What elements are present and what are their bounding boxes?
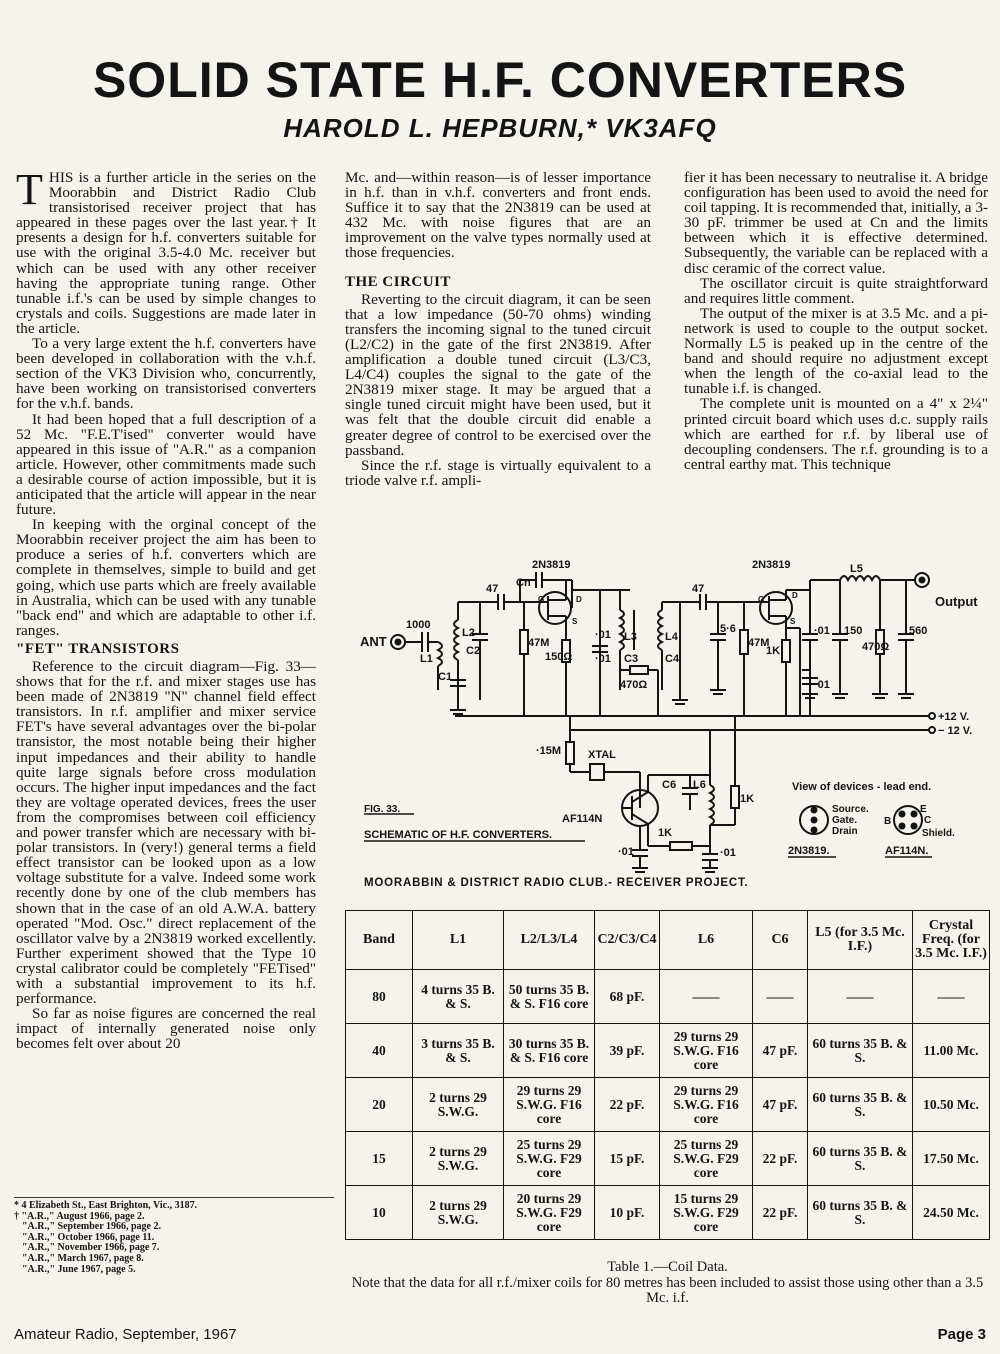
footnote: "A.R.," October 1966, page 11. [22,1231,155,1243]
page-title: SOLID STATE H.F. CONVERTERS [92,52,908,108]
paragraph: The output of the mixer is at 3.5 Mc. and a pi-network is used to couple to the output socket. Normally L5 is peaked up in the centre of the band and should require no adjustment except when the length of the co-axial lead to the tunable i.f. is changed. [684,304,988,398]
table-cell: 2 turns 29 S.W.G. [413,1078,504,1132]
article-column-2 [345,170,651,488]
label-pin-b: B [884,816,892,827]
section-heading: THE CIRCUIT [345,273,451,290]
label-l4: L4 [665,631,678,643]
label-c150: 150 [844,625,863,637]
label-output: Output [935,594,978,609]
footnote: "A.R.," June 1967, page 5. [22,1263,136,1275]
table-cell: 11.00 Mc. [913,1024,990,1078]
schematic-labels [360,559,978,889]
paragraph: fier it has been necessary to neutralise it. A bridge configuration has been used to avoid the need for coil tapping. It is recommended that, initially, a 3-30 pF. trimmer be used at Cn and the limits between which it is effective determined. Subsequently, the variable can be replaced with a disc ceramic of the correct value. [684,169,988,277]
table-row [346,1078,990,1132]
table-cell: 10 [346,1186,413,1240]
table-cell: 17.50 Mc. [913,1132,990,1186]
table-row [346,1186,990,1240]
table-cell: 29 turns 29 S.W.G. F16 core [504,1078,595,1132]
coil-data-table [345,910,990,1240]
label-r470b: 470Ω [862,641,890,653]
table-cell: 10.50 Mc. [913,1078,990,1132]
label-pin-c: C [924,815,932,826]
label-q1: 2N3819 [532,559,571,571]
label-cn: Cn [516,577,531,589]
label-c6: C6 [662,779,677,791]
footer-publication: Amateur Radio, September, 1967 [14,1326,237,1343]
label-s2: S [790,617,796,626]
column-header: L5 (for 3.5 Mc. I.F.) [808,911,913,970]
table-cell: 20 [346,1078,413,1132]
label-c1: C1 [438,671,453,683]
table-cell: 60 turns 35 B. & S. [808,1078,913,1132]
column-header: L6 [660,911,753,970]
table-header-row [346,911,990,970]
column-header: Crystal Freq. (for 3.5 Mc. I.F.) [913,911,990,970]
table-cell: 22 pF. [595,1078,660,1132]
footnotes [14,1197,334,1275]
table-cell: 15 turns 29 S.W.G. F29 core [660,1186,753,1240]
table-cell: 68 pF. [595,970,660,1024]
project-caption: MOORABBIN & DISTRICT RADIO CLUB.- RECEIVER PROJECT. [364,877,749,889]
label-r1kc: 1K [658,827,673,839]
column-header: C6 [753,911,808,970]
table-cell: 4 turns 35 B. & S. [413,970,504,1024]
label-source: Source. [832,804,869,815]
label-r15m: ·15M [536,745,562,757]
table-row [346,1132,990,1186]
label-s1: S [572,617,578,626]
paragraph: Reverting to the circuit diagram, it can be seen that a low impedance (50-70 ohms) winding transfers the incoming signal to the tuned circuit (L2/C2) in the gate of the first 2N3819. After amplification a double tuned circuit (L3/C3, L4/C4) couples the signal to the gate of the 2N3819 mixer stage. It may be argued that a single tuned circuit might have been used, but it was felt that the double circuit did enable a greater degree of control to be exercised over the passband. [345,290,651,459]
label-c560: 560 [909,625,928,637]
label-c56: 5·6 [720,623,736,635]
table-caption: Table 1.—Coil Data. [607,1259,728,1275]
table-note: Note that the data for all r.f./mixer coils for 80 metres has been included to assist those using other than a 3.5 Mc. i.f. [351,1275,984,1306]
table-cell: 29 turns 29 S.W.G. F16 core [660,1024,753,1078]
label-dev2: AF114N. [885,845,929,857]
table-caption-block [345,1260,990,1306]
paragraph: Since the r.f. stage is virtually equivalent to a triode valve r.f. ampli- [345,456,651,489]
table-cell: 25 turns 29 S.W.G. F29 core [504,1132,595,1186]
label-c01d: ·01 [814,679,830,691]
table-cell: 50 turns 35 B. & S. F16 core [504,970,595,1024]
label-pin-e: E [920,804,927,815]
paragraph: The oscillator circuit is quite straightforward and requires little comment. [684,274,988,307]
section-heading: "FET" TRANSISTORS [16,640,180,657]
table-cell: —— [753,970,808,1024]
table-cell: 60 turns 35 B. & S. [808,1024,913,1078]
table-row [346,1024,990,1078]
article-column-3 [684,170,988,472]
label-af114n: AF114N [562,813,603,825]
table-cell: 2 turns 29 S.W.G. [413,1132,504,1186]
label-r1kb: 1K [740,793,755,805]
label-l2: L2 [462,627,475,639]
table-cell: 60 turns 35 B. & S. [808,1132,913,1186]
paragraph-text: HIS is a further article in the series on the Moorabbin and District Radio Club transistorised receiver project that has appeared in these pages over the last year.† It presents a design for h.f. converters suitable for use with the original 3.5-4.0 Mc. receiver but which can be used with any other receiver having the appropriate tuning range. Other tunable i.f.'s can be used by simple changes to crystals and coils. Suggestions are made later in the article. [16,169,316,337]
table-row [346,970,990,1024]
footer-page-number: Page 3 [937,1326,986,1343]
label-l5: L5 [850,563,863,575]
label-v12m: − 12 V. [938,725,973,737]
column-header: Band [346,911,413,970]
table-cell: 24.50 Mc. [913,1186,990,1240]
label-c01c: ·01 [814,625,830,637]
table-cell: 15 pF. [595,1132,660,1186]
table-cell: —— [808,970,913,1024]
label-view: View of devices - lead end. [792,781,932,793]
table-cell: —— [913,970,990,1024]
label-shield: Shield. [922,828,955,839]
table-cell: 39 pF. [595,1024,660,1078]
paragraph: Mc. and—within reason—is of lesser importance in h.f. than in v.h.f. converters and front ends. Suffice it to say that the 2N3819 can be used at 432 Mc. with noise figures that are an improvement on the valve types normally used at those frequencies. [345,169,651,262]
table-cell: 47 pF. [753,1078,808,1132]
paragraph [16,165,316,337]
label-r47m2: 47M [748,637,770,649]
label-c01f: ·01 [720,847,736,859]
label-c3: C3 [624,653,639,665]
label-c01e: ·01 [618,846,634,858]
paragraph: To a very large extent the h.f. converters have been developed in collaboration with the v.h.f. section of the VK3 Division who, concurrently, have been working on transistorised converters for the v.h.f. bands. [16,335,316,413]
table-cell: 60 turns 35 B. & S. [808,1186,913,1240]
paragraph: The complete unit is mounted on a 4" x 2¼" printed circuit board which uses d.c. supply rails which are earthed for r.f. by liberal use of decoupling condensers. The r.f. grounding is to a central earthy mat. This technique [684,395,988,473]
footnote: "A.R.," November 1966, page 7. [22,1242,160,1254]
table-cell: 20 turns 29 S.W.G. F29 core [504,1186,595,1240]
circuit-diagram [340,550,990,890]
column-header: C2/C3/C4 [595,911,660,970]
label-dev1: 2N3819. [788,845,830,857]
label-g1: G [538,595,545,604]
label-c2: C2 [466,645,481,657]
label-c1000: 1000 [406,619,431,631]
label-d1: D [576,595,582,604]
footnote: * 4 Elizabeth St., East Brighton, Vic., 3187. [14,1200,198,1211]
label-c47b: 47 [692,583,705,595]
label-ant: ANT [360,634,387,649]
label-l1: L1 [420,653,433,665]
table-cell: 2 turns 29 S.W.G. [413,1186,504,1240]
label-drain: Drain [832,826,858,837]
drop-cap: T [16,165,43,214]
footnote: "A.R.," September 1966, page 2. [22,1221,161,1233]
table-cell: 40 [346,1024,413,1078]
label-l3: L3 [624,631,637,643]
article-column-1 [16,165,316,1053]
table-cell: 3 turns 35 B. & S. [413,1024,504,1078]
label-r470a: 470Ω [620,679,648,691]
label-q2: 2N3819 [752,559,791,571]
table-cell: 25 turns 29 S.W.G. F29 core [660,1132,753,1186]
table-cell: —— [660,970,753,1024]
table-cell: 10 pF. [595,1186,660,1240]
paragraph: Reference to the circuit diagram—Fig. 33—shows that for the r.f. and mixer stages use has been made of 2N3819 "N" channel field effect transistors. In r.f. amplifier and mixer service FET's have several advantages over the bi-polar transistor, the most notable being their higher input impedances and their ability to handle quite large signals before cross modulation occurs. The higher input impedances and the fact they are voltage operated devices, frees the user from the compromises between coil efficiency and power transfer which are necessary with bi-polar transistors. In (very!) general terms a field effect transistor can be looked upon as a low voltage substitute for a valve. Indeed some work recently done by one of the club members has shown that in the case of an old A.W.A. battery operated "Mod. Osc." direct replacement of the oscillator valve by a 2N3819 worked excellently. Further experiment showed that the Type 10 crystal calibrator could be completely "FETised" with a substantial improvement to its h.f. performance. [16,658,316,1008]
table-cell: 47 pF. [753,1024,808,1078]
footnote: "A.R.," March 1967, page 8. [22,1252,144,1264]
label-d2: D [792,591,798,600]
label-r1ka: 1K [766,645,781,657]
label-r47m1: 47M [528,637,550,649]
label-r150: 150Ω [545,651,573,663]
label-c01b: ·01 [595,653,611,665]
column-header: L1 [413,911,504,970]
table-cell: 30 turns 35 B. & S. F16 core [504,1024,595,1078]
paragraph: It had been hoped that a full description of a 52 Mc. "F.E.T'ised" converter would have appeared in this issue of "A.R." as a companion article. However, other commitments made such a desirable course of action impossible, but it is anticipated that the article will appear in the near future. [16,410,316,519]
label-c01a: ·01 [595,629,611,641]
label-gate: Gate. [832,815,858,826]
label-g2: G [758,595,765,604]
paragraph: In keeping with the orginal concept of the Moorabbin receiver project the aim has been to produce a series of h.f. converters which are complete in themselves, simple to build and get going, which use parts which are freely available in Australia, which can be used with any tunable "back end" and which are adaptable to other i.f. ranges. [16,516,316,639]
label-l6: L6 [693,779,706,791]
table-cell: 80 [346,970,413,1024]
figure-number: FIG. 33. [364,804,401,815]
table-cell: 22 pF. [753,1132,808,1186]
author-byline: HAROLD L. HEPBURN,* VK3AFQ [283,113,717,143]
table-cell: 22 pF. [753,1186,808,1240]
table-cell: 29 turns 29 S.W.G. F16 core [660,1078,753,1132]
figure-caption: SCHEMATIC OF H.F. CONVERTERS. [364,829,553,841]
label-c47a: 47 [486,583,499,595]
table-cell: 15 [346,1132,413,1186]
label-c4: C4 [665,653,680,665]
paragraph: So far as noise figures are concerned the real impact of internally generated noise only becomes felt over about 20 [16,1005,316,1053]
label-xtal: XTAL [588,749,616,761]
column-header: L2/L3/L4 [504,911,595,970]
label-v12p: +12 V. [938,711,970,723]
footnote: † "A.R.," August 1966, page 2. [14,1210,145,1222]
